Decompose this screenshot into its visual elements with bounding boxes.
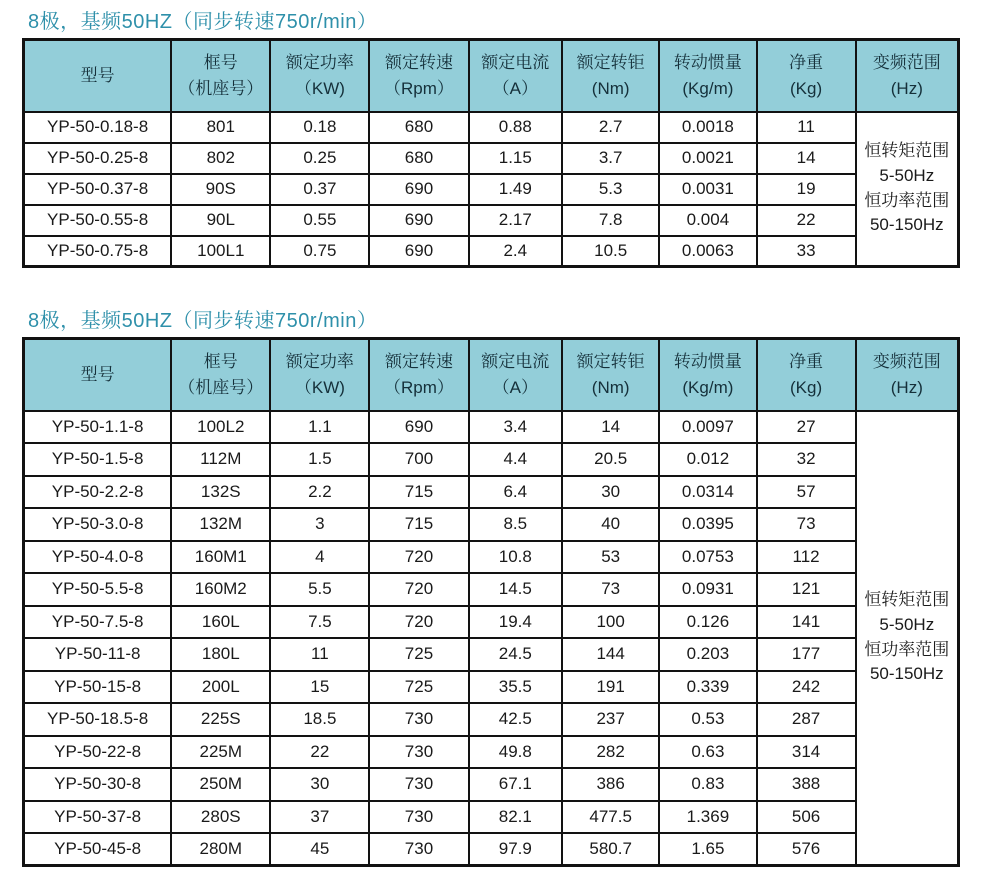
cell-rated-current: 6.4 bbox=[469, 476, 563, 509]
table-row bbox=[24, 476, 959, 509]
cell-model: YP-50-1.1-8 bbox=[24, 411, 172, 444]
cell-frame: 180L bbox=[171, 638, 270, 671]
cell-net-weight: 27 bbox=[757, 411, 856, 444]
cell-inertia: 0.53 bbox=[659, 703, 756, 736]
cell-rated-torque: 477.5 bbox=[562, 801, 659, 834]
section-title: 8极，基频50HZ（同步转速750r/min） bbox=[28, 11, 378, 33]
table-row bbox=[24, 768, 959, 801]
col-header-rated-torque bbox=[562, 339, 659, 411]
col-header-line2: (Hz) bbox=[890, 377, 923, 397]
spec-section-2 bbox=[22, 302, 960, 867]
cell-model: YP-50-0.55-8 bbox=[24, 205, 172, 236]
col-header-line1: 型号 bbox=[80, 66, 115, 85]
col-header-line1: 额定功率 bbox=[285, 53, 354, 73]
cell-rated-speed: 730 bbox=[369, 833, 468, 866]
cell-rated-current: 0.88 bbox=[469, 112, 563, 143]
cell-rated-speed: 730 bbox=[369, 736, 468, 769]
col-header-line1: 额定转速 bbox=[384, 53, 453, 73]
cell-rated-torque: 5.3 bbox=[562, 174, 659, 205]
spec-table bbox=[22, 337, 960, 867]
cell-model: YP-50-37-8 bbox=[24, 801, 172, 834]
col-header-line1: 框号 bbox=[203, 352, 238, 372]
cell-rated-speed: 730 bbox=[369, 703, 468, 736]
cell-net-weight: 506 bbox=[757, 801, 856, 834]
cell-rated-power: 0.25 bbox=[270, 143, 369, 174]
col-header-frame bbox=[171, 40, 270, 112]
cell-rated-power: 0.55 bbox=[270, 205, 369, 236]
cell-inertia: 0.0753 bbox=[659, 541, 756, 574]
cell-rated-power: 5.5 bbox=[270, 573, 369, 606]
cell-rated-power: 18.5 bbox=[270, 703, 369, 736]
cell-rated-power: 22 bbox=[270, 736, 369, 769]
cell-net-weight: 242 bbox=[757, 671, 856, 704]
cell-inertia: 0.126 bbox=[659, 606, 756, 639]
table-body bbox=[24, 411, 959, 866]
col-header-rated-torque bbox=[562, 40, 659, 112]
spec-table bbox=[22, 38, 960, 268]
cell-frame: 280M bbox=[171, 833, 270, 866]
table-row bbox=[24, 541, 959, 574]
freq-range-cell bbox=[856, 411, 959, 866]
cell-frame: 280S bbox=[171, 801, 270, 834]
freq-range-line: 5-50Hz bbox=[879, 615, 935, 635]
cell-model: YP-50-2.2-8 bbox=[24, 476, 172, 509]
cell-rated-torque: 191 bbox=[562, 671, 659, 704]
col-header-model bbox=[24, 40, 172, 112]
table-row bbox=[24, 573, 959, 606]
col-header-line1: 型号 bbox=[80, 365, 115, 384]
cell-model: YP-50-5.5-8 bbox=[24, 573, 172, 606]
cell-rated-power: 11 bbox=[270, 638, 369, 671]
cell-model: YP-50-4.0-8 bbox=[24, 541, 172, 574]
cell-rated-torque: 73 bbox=[562, 573, 659, 606]
cell-rated-speed: 715 bbox=[369, 476, 468, 509]
col-header-line2: （机座号） bbox=[178, 78, 264, 98]
col-header-line1: 额定转钜 bbox=[576, 53, 645, 73]
cell-net-weight: 19 bbox=[757, 174, 856, 205]
cell-rated-speed: 680 bbox=[369, 112, 468, 143]
cell-rated-current: 2.17 bbox=[469, 205, 563, 236]
col-header-line2: (Nm) bbox=[591, 377, 630, 397]
col-header-rated-power bbox=[270, 339, 369, 411]
cell-net-weight: 314 bbox=[757, 736, 856, 769]
cell-frame: 160L bbox=[171, 606, 270, 639]
col-header-line2: (Kg/m) bbox=[682, 377, 734, 397]
table-header bbox=[24, 40, 959, 112]
cell-inertia: 0.63 bbox=[659, 736, 756, 769]
table-row bbox=[24, 112, 959, 143]
cell-rated-speed: 680 bbox=[369, 143, 468, 174]
cell-inertia: 0.339 bbox=[659, 671, 756, 704]
cell-net-weight: 177 bbox=[757, 638, 856, 671]
col-header-line1: 转动惯量 bbox=[673, 53, 742, 73]
cell-rated-torque: 40 bbox=[562, 508, 659, 541]
cell-rated-current: 4.4 bbox=[469, 443, 563, 476]
table-header bbox=[24, 339, 959, 411]
header-row bbox=[24, 40, 959, 112]
cell-inertia: 1.369 bbox=[659, 801, 756, 834]
table-row bbox=[24, 236, 959, 267]
col-header-line1: 额定电流 bbox=[481, 53, 550, 73]
cell-frame: 160M2 bbox=[171, 573, 270, 606]
col-header-line1: 变频范围 bbox=[872, 53, 941, 73]
col-header-rated-current bbox=[469, 40, 563, 112]
cell-rated-speed: 690 bbox=[369, 236, 468, 267]
cell-net-weight: 121 bbox=[757, 573, 856, 606]
cell-rated-power: 30 bbox=[270, 768, 369, 801]
col-header-line1: 净重 bbox=[789, 352, 824, 372]
cell-frame: 112M bbox=[171, 443, 270, 476]
cell-inertia: 0.0063 bbox=[659, 236, 756, 267]
cell-frame: 225S bbox=[171, 703, 270, 736]
table-body bbox=[24, 112, 959, 267]
cell-rated-speed: 720 bbox=[369, 541, 468, 574]
cell-rated-power: 45 bbox=[270, 833, 369, 866]
cell-frame: 250M bbox=[171, 768, 270, 801]
cell-frame: 132M bbox=[171, 508, 270, 541]
col-header-net-weight bbox=[757, 339, 856, 411]
cell-rated-torque: 14 bbox=[562, 411, 659, 444]
cell-model: YP-50-7.5-8 bbox=[24, 606, 172, 639]
cell-net-weight: 576 bbox=[757, 833, 856, 866]
section-title: 8极，基频50HZ（同步转速750r/min） bbox=[28, 310, 378, 332]
cell-model: YP-50-30-8 bbox=[24, 768, 172, 801]
cell-rated-speed: 720 bbox=[369, 573, 468, 606]
col-header-line2: (Kg) bbox=[790, 78, 823, 98]
col-header-freq-range bbox=[856, 339, 959, 411]
cell-model: YP-50-0.75-8 bbox=[24, 236, 172, 267]
cell-rated-current: 82.1 bbox=[469, 801, 563, 834]
cell-rated-current: 2.4 bbox=[469, 236, 563, 267]
cell-rated-current: 67.1 bbox=[469, 768, 563, 801]
cell-inertia: 0.0931 bbox=[659, 573, 756, 606]
col-header-line2: (Hz) bbox=[890, 78, 923, 98]
cell-inertia: 1.65 bbox=[659, 833, 756, 866]
table-row bbox=[24, 801, 959, 834]
cell-model: YP-50-3.0-8 bbox=[24, 508, 172, 541]
cell-rated-torque: 144 bbox=[562, 638, 659, 671]
table-row bbox=[24, 703, 959, 736]
cell-rated-torque: 237 bbox=[562, 703, 659, 736]
col-header-line1: 额定功率 bbox=[285, 352, 354, 372]
cell-rated-torque: 3.7 bbox=[562, 143, 659, 174]
cell-inertia: 0.203 bbox=[659, 638, 756, 671]
col-header-line2: (Kg) bbox=[790, 377, 823, 397]
cell-inertia: 0.0018 bbox=[659, 112, 756, 143]
col-header-line1: 额定电流 bbox=[481, 352, 550, 372]
cell-rated-speed: 690 bbox=[369, 205, 468, 236]
col-header-line1: 额定转速 bbox=[384, 352, 453, 372]
col-header-line2: （KW) bbox=[294, 78, 345, 98]
cell-model: YP-50-45-8 bbox=[24, 833, 172, 866]
cell-rated-torque: 386 bbox=[562, 768, 659, 801]
cell-inertia: 0.0021 bbox=[659, 143, 756, 174]
cell-model: YP-50-0.25-8 bbox=[24, 143, 172, 174]
cell-rated-current: 35.5 bbox=[469, 671, 563, 704]
col-header-line2: （机座号） bbox=[178, 377, 264, 397]
col-header-inertia bbox=[659, 40, 756, 112]
col-header-line2: （A） bbox=[492, 377, 538, 397]
table-row bbox=[24, 411, 959, 444]
cell-inertia: 0.0031 bbox=[659, 174, 756, 205]
cell-rated-speed: 715 bbox=[369, 508, 468, 541]
col-header-line1: 框号 bbox=[203, 53, 238, 73]
cell-model: YP-50-15-8 bbox=[24, 671, 172, 704]
cell-rated-power: 15 bbox=[270, 671, 369, 704]
col-header-line1: 净重 bbox=[789, 53, 824, 73]
cell-rated-power: 37 bbox=[270, 801, 369, 834]
table-row bbox=[24, 736, 959, 769]
cell-net-weight: 11 bbox=[757, 112, 856, 143]
cell-frame: 160M1 bbox=[171, 541, 270, 574]
cell-frame: 200L bbox=[171, 671, 270, 704]
cell-net-weight: 112 bbox=[757, 541, 856, 574]
cell-rated-power: 3 bbox=[270, 508, 369, 541]
col-header-model bbox=[24, 339, 172, 411]
cell-frame: 100L1 bbox=[171, 236, 270, 267]
cell-rated-speed: 700 bbox=[369, 443, 468, 476]
table-row bbox=[24, 508, 959, 541]
cell-net-weight: 287 bbox=[757, 703, 856, 736]
cell-inertia: 0.0097 bbox=[659, 411, 756, 444]
cell-rated-speed: 720 bbox=[369, 606, 468, 639]
cell-model: YP-50-22-8 bbox=[24, 736, 172, 769]
table-row bbox=[24, 443, 959, 476]
cell-rated-current: 42.5 bbox=[469, 703, 563, 736]
table-row bbox=[24, 205, 959, 236]
cell-rated-power: 0.75 bbox=[270, 236, 369, 267]
col-header-rated-power bbox=[270, 40, 369, 112]
table-row bbox=[24, 174, 959, 205]
cell-rated-current: 14.5 bbox=[469, 573, 563, 606]
cell-frame: 100L2 bbox=[171, 411, 270, 444]
header-row bbox=[24, 339, 959, 411]
col-header-rated-speed bbox=[369, 40, 468, 112]
cell-frame: 801 bbox=[171, 112, 270, 143]
cell-rated-current: 8.5 bbox=[469, 508, 563, 541]
freq-range-line: 50-150Hz bbox=[869, 215, 944, 235]
cell-rated-torque: 53 bbox=[562, 541, 659, 574]
cell-model: YP-50-0.18-8 bbox=[24, 112, 172, 143]
col-header-net-weight bbox=[757, 40, 856, 112]
freq-range-line: 50-150Hz bbox=[869, 664, 944, 684]
table-row bbox=[24, 143, 959, 174]
cell-rated-power: 1.5 bbox=[270, 443, 369, 476]
cell-inertia: 0.0314 bbox=[659, 476, 756, 509]
cell-net-weight: 388 bbox=[757, 768, 856, 801]
cell-rated-power: 0.18 bbox=[270, 112, 369, 143]
cell-rated-torque: 30 bbox=[562, 476, 659, 509]
cell-rated-speed: 725 bbox=[369, 671, 468, 704]
cell-model: YP-50-11-8 bbox=[24, 638, 172, 671]
cell-inertia: 0.83 bbox=[659, 768, 756, 801]
freq-range-line: 5-50Hz bbox=[879, 166, 935, 186]
cell-rated-torque: 282 bbox=[562, 736, 659, 769]
col-header-line2: （Rpm） bbox=[384, 78, 454, 98]
cell-rated-speed: 730 bbox=[369, 768, 468, 801]
cell-rated-current: 19.4 bbox=[469, 606, 563, 639]
freq-range-line: 恒转矩范围 bbox=[864, 590, 950, 610]
freq-range-line: 恒功率范围 bbox=[864, 190, 950, 210]
cell-frame: 90L bbox=[171, 205, 270, 236]
cell-rated-power: 2.2 bbox=[270, 476, 369, 509]
cell-inertia: 0.0395 bbox=[659, 508, 756, 541]
col-header-rated-speed bbox=[369, 339, 468, 411]
cell-rated-power: 1.1 bbox=[270, 411, 369, 444]
cell-frame: 225M bbox=[171, 736, 270, 769]
cell-net-weight: 33 bbox=[757, 236, 856, 267]
cell-rated-current: 1.15 bbox=[469, 143, 563, 174]
col-header-line1: 额定转钜 bbox=[576, 352, 645, 372]
col-header-inertia bbox=[659, 339, 756, 411]
cell-inertia: 0.004 bbox=[659, 205, 756, 236]
table-row bbox=[24, 638, 959, 671]
cell-inertia: 0.012 bbox=[659, 443, 756, 476]
table-row bbox=[24, 671, 959, 704]
cell-frame: 90S bbox=[171, 174, 270, 205]
freq-range-line: 恒功率范围 bbox=[864, 639, 950, 659]
cell-rated-power: 4 bbox=[270, 541, 369, 574]
col-header-rated-current bbox=[469, 339, 563, 411]
cell-rated-power: 7.5 bbox=[270, 606, 369, 639]
cell-rated-current: 3.4 bbox=[469, 411, 563, 444]
cell-rated-speed: 690 bbox=[369, 411, 468, 444]
cell-rated-torque: 2.7 bbox=[562, 112, 659, 143]
col-header-line2: (Nm) bbox=[591, 78, 630, 98]
col-header-line1: 转动惯量 bbox=[673, 352, 742, 372]
cell-rated-torque: 7.8 bbox=[562, 205, 659, 236]
cell-rated-torque: 580.7 bbox=[562, 833, 659, 866]
cell-rated-current: 97.9 bbox=[469, 833, 563, 866]
cell-model: YP-50-0.37-8 bbox=[24, 174, 172, 205]
cell-rated-current: 10.8 bbox=[469, 541, 563, 574]
cell-frame: 802 bbox=[171, 143, 270, 174]
spec-section-1 bbox=[22, 3, 960, 268]
table-row bbox=[24, 606, 959, 639]
col-header-line1: 变频范围 bbox=[872, 352, 941, 372]
cell-net-weight: 32 bbox=[757, 443, 856, 476]
freq-range-cell bbox=[856, 112, 959, 267]
cell-rated-power: 0.37 bbox=[270, 174, 369, 205]
cell-rated-speed: 690 bbox=[369, 174, 468, 205]
cell-rated-current: 24.5 bbox=[469, 638, 563, 671]
cell-net-weight: 57 bbox=[757, 476, 856, 509]
col-header-freq-range bbox=[856, 40, 959, 112]
cell-net-weight: 22 bbox=[757, 205, 856, 236]
cell-rated-current: 1.49 bbox=[469, 174, 563, 205]
col-header-line2: （A） bbox=[492, 78, 538, 98]
col-header-line2: （KW) bbox=[294, 377, 345, 397]
cell-net-weight: 73 bbox=[757, 508, 856, 541]
freq-range-line: 恒转矩范围 bbox=[864, 141, 950, 161]
cell-rated-speed: 730 bbox=[369, 801, 468, 834]
cell-rated-torque: 20.5 bbox=[562, 443, 659, 476]
cell-net-weight: 141 bbox=[757, 606, 856, 639]
table-row bbox=[24, 833, 959, 866]
col-header-frame bbox=[171, 339, 270, 411]
col-header-line2: （Rpm） bbox=[384, 377, 454, 397]
cell-rated-torque: 100 bbox=[562, 606, 659, 639]
cell-rated-speed: 725 bbox=[369, 638, 468, 671]
cell-rated-torque: 10.5 bbox=[562, 236, 659, 267]
cell-rated-current: 49.8 bbox=[469, 736, 563, 769]
cell-net-weight: 14 bbox=[757, 143, 856, 174]
cell-model: YP-50-1.5-8 bbox=[24, 443, 172, 476]
col-header-line2: (Kg/m) bbox=[682, 78, 734, 98]
cell-model: YP-50-18.5-8 bbox=[24, 703, 172, 736]
cell-frame: 132S bbox=[171, 476, 270, 509]
